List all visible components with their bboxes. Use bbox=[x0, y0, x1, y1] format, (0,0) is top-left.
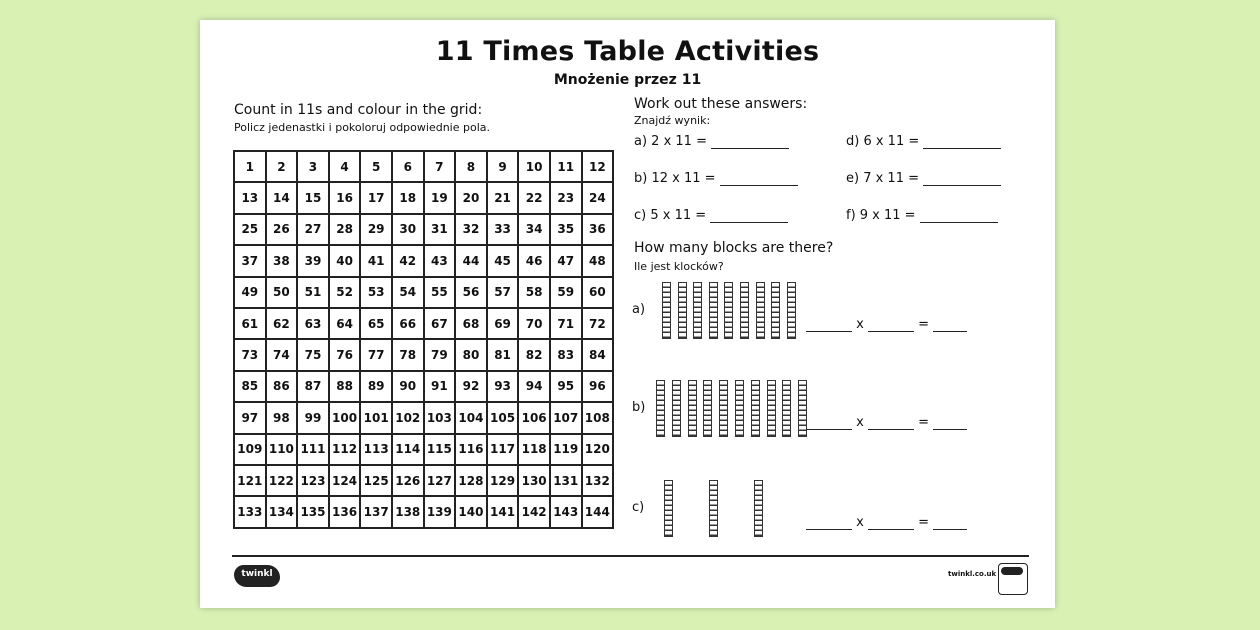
grid-cell[interactable]: 3 bbox=[297, 151, 329, 182]
grid-cell[interactable]: 134 bbox=[266, 496, 298, 527]
grid-cell[interactable]: 15 bbox=[297, 182, 329, 213]
question-a bbox=[634, 134, 789, 149]
ten-rod-block bbox=[719, 380, 728, 437]
grid-cell[interactable]: 47 bbox=[550, 245, 582, 276]
grid-cell[interactable]: 8 bbox=[455, 151, 487, 182]
grid-cell[interactable]: 92 bbox=[455, 371, 487, 402]
grid-cell[interactable]: 76 bbox=[329, 339, 361, 370]
grid-cell[interactable]: 121 bbox=[234, 465, 266, 496]
ten-rod-block bbox=[664, 480, 673, 537]
grid-cell[interactable]: 16 bbox=[329, 182, 361, 213]
grid-cell[interactable]: 108 bbox=[582, 402, 614, 433]
grid-cell[interactable]: 73 bbox=[234, 339, 266, 370]
product-blank[interactable] bbox=[933, 517, 967, 530]
grid-cell[interactable]: 66 bbox=[392, 308, 424, 339]
grid-cell[interactable]: 46 bbox=[518, 245, 550, 276]
grid-row bbox=[234, 465, 613, 496]
grid-cell[interactable]: 78 bbox=[392, 339, 424, 370]
block-equation bbox=[806, 515, 967, 530]
grid-cell[interactable]: 5 bbox=[360, 151, 392, 182]
ten-rod-block bbox=[771, 282, 780, 339]
grid-cell[interactable]: 22 bbox=[518, 182, 550, 213]
grid-cell[interactable]: 50 bbox=[266, 277, 298, 308]
grid-cell[interactable]: 26 bbox=[266, 214, 298, 245]
grid-cell[interactable]: 88 bbox=[329, 371, 361, 402]
ten-rod-block bbox=[709, 480, 718, 537]
grid-row bbox=[234, 339, 613, 370]
grid-cell[interactable]: 109 bbox=[234, 434, 266, 465]
grid-cell[interactable]: 9 bbox=[487, 151, 519, 182]
grid-cell[interactable]: 55 bbox=[424, 277, 456, 308]
grid-cell[interactable]: 1 bbox=[234, 151, 266, 182]
grid-cell[interactable]: 119 bbox=[550, 434, 582, 465]
grid-cell[interactable]: 123 bbox=[297, 465, 329, 496]
grid-cell[interactable]: 114 bbox=[392, 434, 424, 465]
grid-cell[interactable]: 54 bbox=[392, 277, 424, 308]
grid-cell[interactable]: 129 bbox=[487, 465, 519, 496]
grid-cell[interactable]: 11 bbox=[550, 151, 582, 182]
grid-cell[interactable]: 21 bbox=[487, 182, 519, 213]
question-label: b) 12 x 11 = bbox=[634, 171, 716, 186]
ten-rod-block bbox=[703, 380, 712, 437]
ten-rod-block bbox=[751, 380, 760, 437]
grid-row bbox=[234, 214, 613, 245]
grid-cell[interactable]: 127 bbox=[424, 465, 456, 496]
question-label: f) 9 x 11 = bbox=[846, 208, 916, 223]
twinkl-badge-icon bbox=[998, 563, 1028, 595]
grid-cell[interactable]: 116 bbox=[455, 434, 487, 465]
grid-cell[interactable]: 37 bbox=[234, 245, 266, 276]
grid-cell[interactable]: 65 bbox=[360, 308, 392, 339]
footer-site-url: twinkl.co.uk bbox=[948, 570, 997, 578]
grid-cell[interactable]: 58 bbox=[518, 277, 550, 308]
block-item-label: c) bbox=[632, 500, 645, 515]
hundred-square-grid bbox=[233, 150, 614, 529]
grid-cell[interactable]: 81 bbox=[487, 339, 519, 370]
question-c bbox=[634, 208, 788, 223]
grid-cell[interactable]: 113 bbox=[360, 434, 392, 465]
grid-cell[interactable]: 44 bbox=[455, 245, 487, 276]
factor-blank[interactable] bbox=[868, 417, 914, 430]
grid-cell[interactable]: 141 bbox=[487, 496, 519, 527]
grid-cell[interactable]: 142 bbox=[518, 496, 550, 527]
grid-cell[interactable]: 122 bbox=[266, 465, 298, 496]
grid-cell[interactable]: 49 bbox=[234, 277, 266, 308]
grid-cell[interactable]: 120 bbox=[582, 434, 614, 465]
ten-rod-block bbox=[740, 282, 749, 339]
grid-cell[interactable]: 112 bbox=[329, 434, 361, 465]
grid-cell[interactable]: 10 bbox=[518, 151, 550, 182]
grid-cell[interactable]: 135 bbox=[297, 496, 329, 527]
grid-cell[interactable]: 80 bbox=[455, 339, 487, 370]
grid-cell[interactable]: 126 bbox=[392, 465, 424, 496]
grid-cell[interactable]: 75 bbox=[297, 339, 329, 370]
equals-symbol: = bbox=[918, 515, 930, 530]
ten-rod-block bbox=[767, 380, 776, 437]
ten-rod-block bbox=[724, 282, 733, 339]
worksheet-subtitle: Mnożenie przez 11 bbox=[553, 72, 702, 88]
grid-cell[interactable]: 60 bbox=[582, 277, 614, 308]
block-equation bbox=[806, 317, 967, 332]
grid-cell[interactable]: 87 bbox=[297, 371, 329, 402]
answer-line[interactable] bbox=[923, 173, 1001, 186]
grid-cell[interactable]: 68 bbox=[455, 308, 487, 339]
grid-cell[interactable]: 104 bbox=[455, 402, 487, 433]
grid-cell[interactable]: 70 bbox=[518, 308, 550, 339]
grid-cell[interactable]: 94 bbox=[518, 371, 550, 402]
question-f bbox=[846, 208, 998, 223]
grid-row bbox=[234, 277, 613, 308]
question-label: a) 2 x 11 = bbox=[634, 134, 707, 149]
grid-cell[interactable]: 96 bbox=[582, 371, 614, 402]
question-label: e) 7 x 11 = bbox=[846, 171, 919, 186]
ten-rod-block bbox=[662, 282, 671, 339]
grid-cell[interactable]: 51 bbox=[297, 277, 329, 308]
ten-rod-block bbox=[678, 282, 687, 339]
equals-symbol: = bbox=[918, 415, 930, 430]
grid-cell[interactable]: 89 bbox=[360, 371, 392, 402]
grid-cell[interactable]: 53 bbox=[360, 277, 392, 308]
product-blank[interactable] bbox=[933, 417, 967, 430]
grid-cell[interactable]: 138 bbox=[392, 496, 424, 527]
answer-line[interactable] bbox=[923, 136, 1001, 149]
factor-blank[interactable] bbox=[868, 517, 914, 530]
question-e bbox=[846, 171, 1001, 186]
grid-cell[interactable]: 31 bbox=[424, 214, 456, 245]
grid-cell[interactable]: 71 bbox=[550, 308, 582, 339]
grid-cell[interactable]: 20 bbox=[455, 182, 487, 213]
grid-cell[interactable]: 100 bbox=[329, 402, 361, 433]
grid-cell[interactable]: 69 bbox=[487, 308, 519, 339]
grid-cell[interactable]: 143 bbox=[550, 496, 582, 527]
grid-instruction-en: Count in 11s and colour in the grid: bbox=[234, 102, 483, 118]
answer-line[interactable] bbox=[710, 210, 788, 223]
question-d bbox=[846, 134, 1001, 149]
grid-cell[interactable]: 140 bbox=[455, 496, 487, 527]
ten-rod-block bbox=[735, 380, 744, 437]
block-equation bbox=[806, 415, 967, 430]
grid-cell[interactable]: 64 bbox=[329, 308, 361, 339]
grid-cell[interactable]: 45 bbox=[487, 245, 519, 276]
grid-cell[interactable]: 72 bbox=[582, 308, 614, 339]
grid-row bbox=[234, 182, 613, 213]
question-label: d) 6 x 11 = bbox=[846, 134, 920, 149]
grid-row bbox=[234, 402, 613, 433]
grid-cell[interactable]: 12 bbox=[582, 151, 614, 182]
grid-cell[interactable]: 82 bbox=[518, 339, 550, 370]
grid-cell[interactable]: 77 bbox=[360, 339, 392, 370]
factor-blank[interactable] bbox=[806, 517, 852, 530]
grid-cell[interactable]: 43 bbox=[424, 245, 456, 276]
worksheet-title: 11 Times Table Activities bbox=[435, 36, 820, 67]
grid-cell[interactable]: 101 bbox=[360, 402, 392, 433]
grid-row bbox=[234, 371, 613, 402]
grid-cell[interactable]: 131 bbox=[550, 465, 582, 496]
answer-line[interactable] bbox=[720, 173, 798, 186]
grid-cell[interactable]: 118 bbox=[518, 434, 550, 465]
grid-cell[interactable]: 48 bbox=[582, 245, 614, 276]
grid-cell[interactable]: 14 bbox=[266, 182, 298, 213]
ten-rod-block bbox=[656, 380, 665, 437]
grid-cell[interactable]: 91 bbox=[424, 371, 456, 402]
grid-cell[interactable]: 139 bbox=[424, 496, 456, 527]
grid-row bbox=[234, 496, 613, 527]
grid-cell[interactable]: 97 bbox=[234, 402, 266, 433]
factor-blank[interactable] bbox=[806, 417, 852, 430]
grid-row bbox=[234, 151, 613, 182]
blocks-instruction-en: How many blocks are there? bbox=[634, 240, 834, 256]
grid-cell[interactable]: 95 bbox=[550, 371, 582, 402]
grid-cell[interactable]: 35 bbox=[550, 214, 582, 245]
grid-cell[interactable]: 124 bbox=[329, 465, 361, 496]
grid-cell[interactable]: 98 bbox=[266, 402, 298, 433]
factor-blank[interactable] bbox=[868, 319, 914, 332]
question-label: c) 5 x 11 = bbox=[634, 208, 707, 223]
grid-cell[interactable]: 27 bbox=[297, 214, 329, 245]
ten-rod-block bbox=[756, 282, 765, 339]
grid-cell[interactable]: 42 bbox=[392, 245, 424, 276]
ten-rod-block bbox=[693, 282, 702, 339]
grid-cell[interactable]: 136 bbox=[329, 496, 361, 527]
block-item-label: a) bbox=[632, 302, 646, 317]
grid-cell[interactable]: 28 bbox=[329, 214, 361, 245]
block-item-label: b) bbox=[632, 400, 646, 415]
worksheet-page bbox=[200, 20, 1055, 608]
grid-cell[interactable]: 103 bbox=[424, 402, 456, 433]
grid-cell[interactable]: 115 bbox=[424, 434, 456, 465]
grid-cell[interactable]: 7 bbox=[424, 151, 456, 182]
answer-line[interactable] bbox=[711, 136, 789, 149]
grid-cell[interactable]: 19 bbox=[424, 182, 456, 213]
product-blank[interactable] bbox=[933, 319, 967, 332]
grid-cell[interactable]: 63 bbox=[297, 308, 329, 339]
grid-cell[interactable]: 33 bbox=[487, 214, 519, 245]
grid-cell[interactable]: 144 bbox=[582, 496, 614, 527]
equals-symbol: = bbox=[918, 317, 930, 332]
blocks-instruction-pl: Ile jest klocków? bbox=[634, 260, 724, 273]
grid-cell[interactable]: 61 bbox=[234, 308, 266, 339]
times-symbol: x bbox=[856, 317, 864, 332]
grid-cell[interactable]: 23 bbox=[550, 182, 582, 213]
grid-cell[interactable]: 106 bbox=[518, 402, 550, 433]
grid-cell[interactable]: 99 bbox=[297, 402, 329, 433]
grid-cell[interactable]: 56 bbox=[455, 277, 487, 308]
grid-cell[interactable]: 86 bbox=[266, 371, 298, 402]
grid-cell[interactable]: 25 bbox=[234, 214, 266, 245]
grid-cell[interactable]: 17 bbox=[360, 182, 392, 213]
grid-cell[interactable]: 130 bbox=[518, 465, 550, 496]
footer-divider bbox=[232, 555, 1029, 557]
grid-cell[interactable]: 57 bbox=[487, 277, 519, 308]
grid-row bbox=[234, 308, 613, 339]
times-symbol: x bbox=[856, 415, 864, 430]
grid-cell[interactable]: 102 bbox=[392, 402, 424, 433]
ten-rod-block bbox=[787, 282, 796, 339]
grid-cell[interactable]: 137 bbox=[360, 496, 392, 527]
answer-line[interactable] bbox=[920, 210, 998, 223]
grid-cell[interactable]: 117 bbox=[487, 434, 519, 465]
ten-rod-block bbox=[709, 282, 718, 339]
grid-cell[interactable]: 18 bbox=[392, 182, 424, 213]
grid-cell[interactable]: 29 bbox=[360, 214, 392, 245]
grid-cell[interactable]: 110 bbox=[266, 434, 298, 465]
grid-cell[interactable]: 59 bbox=[550, 277, 582, 308]
ten-rod-block bbox=[782, 380, 791, 437]
grid-cell[interactable]: 4 bbox=[329, 151, 361, 182]
grid-cell[interactable]: 24 bbox=[582, 182, 614, 213]
grid-cell[interactable]: 67 bbox=[424, 308, 456, 339]
grid-cell[interactable]: 111 bbox=[297, 434, 329, 465]
question-b bbox=[634, 171, 798, 186]
grid-cell[interactable]: 32 bbox=[455, 214, 487, 245]
grid-cell[interactable]: 2 bbox=[266, 151, 298, 182]
grid-cell[interactable]: 105 bbox=[487, 402, 519, 433]
grid-cell[interactable]: 93 bbox=[487, 371, 519, 402]
grid-cell[interactable]: 84 bbox=[582, 339, 614, 370]
grid-cell[interactable]: 90 bbox=[392, 371, 424, 402]
grid-row bbox=[234, 245, 613, 276]
grid-cell[interactable]: 133 bbox=[234, 496, 266, 527]
times-symbol: x bbox=[856, 515, 864, 530]
grid-cell[interactable]: 107 bbox=[550, 402, 582, 433]
grid-cell[interactable]: 6 bbox=[392, 151, 424, 182]
grid-cell[interactable]: 62 bbox=[266, 308, 298, 339]
grid-cell[interactable]: 13 bbox=[234, 182, 266, 213]
grid-cell[interactable]: 85 bbox=[234, 371, 266, 402]
grid-cell[interactable]: 39 bbox=[297, 245, 329, 276]
grid-row bbox=[234, 434, 613, 465]
twinkl-logo: twinkl bbox=[234, 565, 280, 587]
grid-cell[interactable]: 83 bbox=[550, 339, 582, 370]
grid-instruction-pl: Policz jedenastki i pokoloruj odpowiednie pola. bbox=[234, 121, 490, 134]
grid-cell[interactable]: 30 bbox=[392, 214, 424, 245]
grid-cell[interactable]: 74 bbox=[266, 339, 298, 370]
grid-cell[interactable]: 40 bbox=[329, 245, 361, 276]
answers-instruction-en: Work out these answers: bbox=[634, 96, 808, 112]
ten-rod-block bbox=[672, 380, 681, 437]
grid-cell[interactable]: 41 bbox=[360, 245, 392, 276]
grid-cell[interactable]: 34 bbox=[518, 214, 550, 245]
grid-cell[interactable]: 132 bbox=[582, 465, 614, 496]
grid-cell[interactable]: 36 bbox=[582, 214, 614, 245]
ten-rod-block bbox=[688, 380, 697, 437]
ten-rod-block bbox=[754, 480, 763, 537]
grid-cell[interactable]: 38 bbox=[266, 245, 298, 276]
grid-cell[interactable]: 125 bbox=[360, 465, 392, 496]
answers-instruction-pl: Znajdź wynik: bbox=[634, 114, 711, 127]
grid-cell[interactable]: 52 bbox=[329, 277, 361, 308]
grid-cell[interactable]: 128 bbox=[455, 465, 487, 496]
grid-cell[interactable]: 79 bbox=[424, 339, 456, 370]
factor-blank[interactable] bbox=[806, 319, 852, 332]
